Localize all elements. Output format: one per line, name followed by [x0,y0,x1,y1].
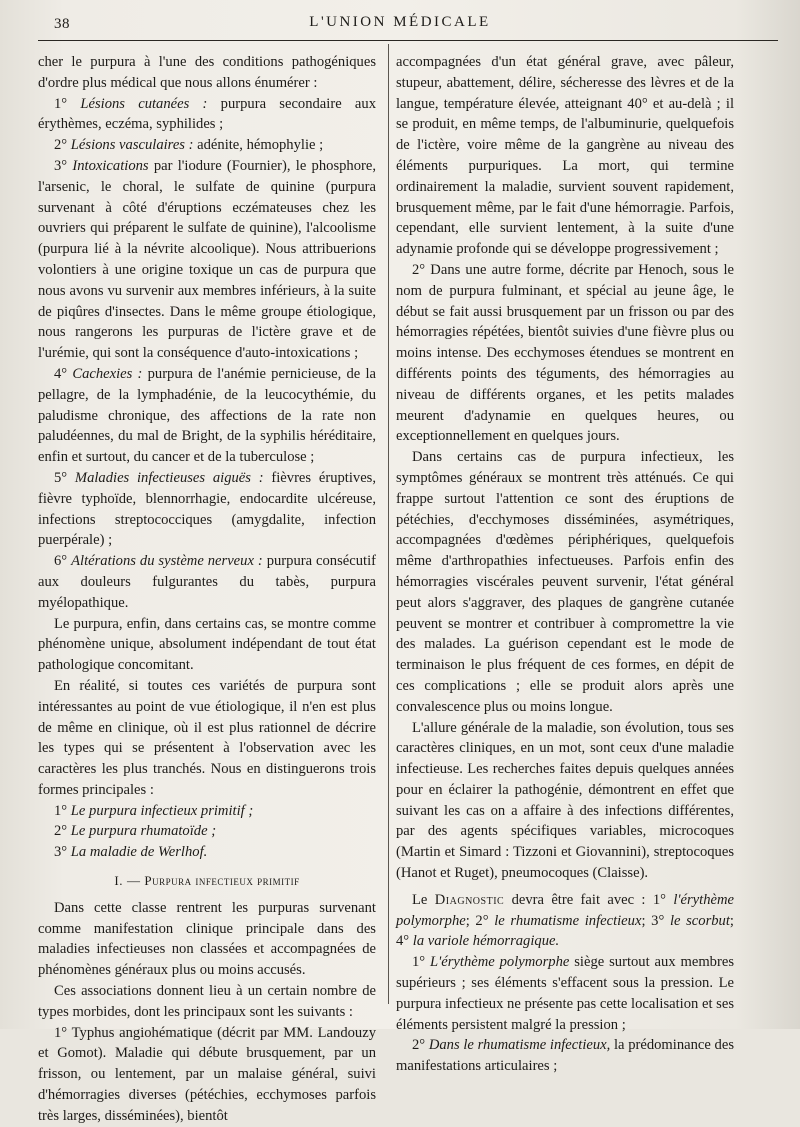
paragraph-continuation [396,52,734,260]
paragraph-phenomene-unique [38,614,376,676]
item-text: purpura de l'anémie pernicieuse, de la pellagre, de la lymphadénie, de la leucocythémie, du paludisme chronique, des affections de la rate non paludéennes, du mal de Bright, de la syphilis héréditaire, enfin et surtout, du cancer et de la tuberculose ; [38,365,376,466]
item-text: par l'iodure (Fournier), le phosphore, l'arsenic, le choral, le sulfate de quinine (purpura survenant à côté d'éruptions eczémateuses chez les ouvriers qui préparent le sulfate de quinine), l'alcoolisme (purpura lié à la névrite alcoolique). Nous attribuerions volontiers à une origine toxique un cas de purpura que nous avons vu survenir aux membres inférieurs, à la suite de piqûres d'insectes. Dans le même groupe étiologique, nous rangerons les purpuras de l'ictère grave et de l'urémie, qui sont la conséquence d'auto-intoxications ; [38,157,376,362]
paragraph-text: En réalité, si toutes ces variétés de purpura sont intéressantes au point de vue étiologique, il n'en est plus de même en clinique, où il est plus rationnel de décrire les types qui se présentent à l'observation avec les caractères les plus tranchés. Nous en distinguerons trois formes principales : [38,677,376,798]
section-heading [38,871,376,892]
diagnostic-title: Diagnostic [434,891,505,908]
right-column [396,52,734,1077]
header-rule [38,40,778,41]
paragraph-en-realite [38,676,376,801]
item-text: Le purpura infectieux primitif ; [70,802,254,819]
paragraph-text: accompagnées d'un état général grave, avec pâleur, stupeur, abattement, délire, sécheresse des lèvres et de la langue, température élevée, atteignant 40° et au-delà ; il se produit, en même temps, de l'albuminurie, quelquefois de l'ictère, voire même de la gangrène au niveau des éléments purpuriques. La mort, qui termine ordinairement la maladie, survient souvent rapidement, brusquement même, par le fait d'une hémorragie. Parfois, cependant, elle survient lentement, à la suite d'une adynamie profonde qui se développe progressivement ; [396,54,734,258]
item-number: 1° [412,954,426,971]
item-number: 2° [412,1037,426,1054]
paragraph-henoch [396,260,734,447]
paragraph-text: cher le purpura à l'une des conditions pathogéniques d'ordre plus médical que nous allons énumérer : [38,54,376,91]
item-number: 1° [54,1024,68,1041]
diagnostic-text: devra être fait avec : 1° [511,891,666,908]
item-text: siège surtout aux membres supérieurs ; ses éléments s'effacent sous la pression. Le purpura infectieux ne présente pas cette localisation et ses éléments persistent malgré la pression ; [396,954,734,1033]
paragraph-text: Le purpura, enfin, dans certains cas, se montre comme phénomène unique, absolument indépendant de tout état pathologique concomitant. [38,615,376,674]
item-number: 3° [54,844,68,861]
item-number: 4° [54,365,68,382]
item-number: 1° [54,802,68,819]
paragraph-associations [38,981,376,1023]
diagnostic-term-1: l'érythème polymorphe [396,891,734,929]
item-title: Lésions vasculaires : [70,137,194,154]
item-text: purpura consécutif aux douleurs fulgurantes du tabès, purpura myélopathique. [38,553,376,611]
paragraph-attenues [396,447,734,717]
running-head: L'UNION MÉDICALE [309,14,491,30]
form-item-3 [38,842,376,863]
item-number: 2° [54,823,68,840]
item-number: 2° [54,137,68,154]
paragraph-erytheme [396,952,734,1035]
item-number: 5° [54,469,68,486]
paragraph-text: L'allure générale de la maladie, son évolution, tous ses caractères cliniques, en un mot, sont ceux d'une maladie infectieuse. Les recherches faites depuis quelques années pour en éclairer la pathogénie, démontrent en effet que suivant les cas on a affaire à des infections différentes, par des agents spécifiques variables, microcoques (Martin et Simard : Tizzoni et Giovannini), streptocoques (Hanot et Ruget), pneumocoques (Claisse). [396,719,734,882]
diagnostic-term-4: la variole hémorragique. [412,933,560,950]
item-text: Typhus angiohématique (décrit par MM. Landouzy et Gomot). Maladie qui débute brusquement, par un frisson, ou lentement, par un malaise général, suivi d'hémorragies diverses (pétéchies, ecchymoses parfois très larges, disséminées), bientôt [38,1024,376,1124]
list-item-cachexies [38,364,376,468]
diagnostic-term-2: le rhumatisme infectieux [494,912,642,929]
item-text: la prédominance des manifestations articulaires ; [396,1037,735,1075]
form-item-2 [38,821,376,842]
item-text: purpura secondaire aux érythèmes, eczéma, syphilides ; [38,95,376,133]
paragraph-text: Dans cette classe rentrent les purpuras survenant comme manifestation clinique principale dans des maladies infectieuses non classées et accompagnées de phénomènes généraux plus ou moins accusés. [38,899,376,979]
diagnostic-lead: Le [412,891,428,908]
diagnostic-term-3: le scorbut [669,912,730,929]
paragraph-allure [396,718,734,884]
item-text: adénite, hémophylie ; [197,137,324,154]
section-number: I. — [114,873,141,889]
item-title: Intoxications [72,157,149,174]
item-text: Dans une autre forme, décrite par Henoch, sous le nom de purpura fulminant, et spécial au jeune âge, le début se fait aussi brusquement par un frisson ou par des hémorragies répétées, bientôt suivies d'une fièvre plus ou moins intense. Des ecchymoses étendues se montrent en différents points des téguments, des hémorragies au niveau de différents organes, et les petits malades meurent d'adynamie en quelques heures, ou exceptionnellement en quelques jours. [396,261,735,445]
item-number: 3° [54,157,68,174]
item-number: 1° [54,95,68,112]
item-title: Altérations du système nerveux : [71,553,263,570]
page-number: 38 [54,16,70,32]
item-title: Maladies infectieuses aiguës : [74,469,264,486]
item-title: Dans le rhumatisme infectieux, [428,1037,611,1054]
paragraph-diagnostic [396,890,734,952]
column-divider [388,44,389,1004]
diagnostic-separator: ; 4° [396,912,734,950]
paragraph-text: Dans certains cas de purpura infectieux, les symptômes généraux se montrent très atténués. Ce qui frappe surtout l'attention ce sont des éruptions de pétéchies, d'ecchymoses disséminées, asymétriques, accompagnées d'œdèmes périphériques, quelquefois même d'arthropathies infectueuses. Parfois enfin des hémorragies viscérales peuvent survenir, l'état général peut alors s'aggraver, des plaques de gangrène cutanée peuvent se montrer et contribuer à compromettre la vie des malades. La guérison cependant est le mode de terminaison le plus fréquent de ces formes, en dépit de ces complications ; elle se produit alors après une convalescence plus ou moins longue. [396,449,734,715]
list-item-intoxications [38,156,376,364]
paragraph-classe [38,898,376,981]
diagnostic-separator: ; 3° [641,912,665,929]
item-text: Le purpura rhumatoïde ; [70,823,217,840]
item-title: Cachexies : [72,365,143,382]
list-item-maladies-infectieuses [38,468,376,551]
left-column [38,52,376,1127]
list-item-lesions-vasculaires [38,135,376,156]
diagnostic-separator: ; 2° [465,912,489,929]
item-text: La maladie de Werlhof. [70,844,208,861]
paragraph-rhumatisme [396,1035,734,1077]
item-title: Lésions cutanées : [80,95,208,112]
section-title: Purpura infectieux primitif [144,873,300,889]
form-item-1 [38,801,376,822]
paragraph-text: Ces associations donnent lieu à un certain nombre de types morbides, dont les principaux sont les suivants : [38,983,376,1020]
paragraph-typhus [38,1023,376,1127]
item-number: 6° [54,553,68,570]
item-title: L'érythème polymorphe [430,954,570,971]
paragraph-conditions [38,52,376,94]
item-number: 2° [412,261,426,278]
item-text: fièvres éruptives, fièvre typhoïde, blennorrhagie, endocardite ulcéreuse, infections streptococciques (amygdalite, infection puerpérale) ; [38,469,376,549]
list-item-systeme-nerveux [38,551,376,613]
list-item-lesions-cutanees [38,94,376,136]
